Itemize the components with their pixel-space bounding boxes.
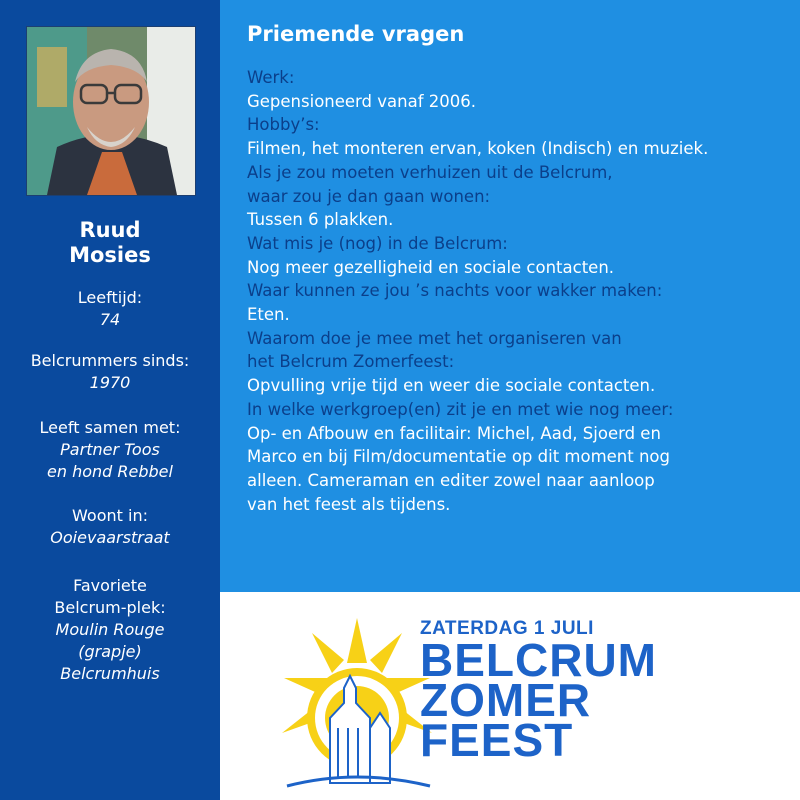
answer-line: Eten.	[247, 305, 290, 325]
question-line: Als je zou moeten verhuizen uit de Belcrum,	[247, 162, 613, 182]
age-value: 74	[99, 310, 121, 329]
logo-line2: ZOMER	[420, 674, 592, 726]
sun-church-logo-icon	[282, 618, 432, 788]
questions-heading: Priemende vragen	[247, 22, 465, 46]
lives-with-label: Leeft samen met:	[39, 418, 181, 437]
name-first: Ruud	[79, 218, 141, 242]
question-line: Werk:	[247, 68, 295, 87]
fav-value-line1: Moulin Rouge	[55, 620, 165, 639]
logo-date: ZATERDAG 1 JULI	[420, 618, 594, 639]
question-line: In welke werkgroep(en) zit je en met wie nog meer:	[247, 399, 674, 419]
street-value: Ooievaarstraat	[50, 528, 170, 547]
question-line: Wat mis je (nog) in de Belcrum:	[247, 233, 508, 253]
age-field	[0, 287, 220, 331]
street-label: Woont in:	[72, 506, 148, 525]
question-line: het Belcrum Zomerfeest:	[247, 352, 455, 372]
since-value: 1970	[89, 373, 131, 392]
logo-line1: BELCRUM	[420, 634, 657, 686]
fav-label-line1: Favoriete	[73, 576, 147, 595]
logo-line3: FEEST	[420, 714, 574, 766]
lives-with-field	[0, 417, 220, 483]
event-logo-area	[220, 592, 800, 800]
answer-line: van het feest als tijdens.	[247, 494, 451, 514]
age-label: Leeftijd:	[77, 288, 143, 307]
answer-line: alleen. Cameraman en editer zowel naar aanloop	[247, 470, 655, 490]
questions-list	[247, 66, 708, 516]
lives-with-line1: Partner Toos	[60, 440, 160, 459]
question-line: Waarom doe je mee met het organiseren van	[247, 328, 622, 348]
questions-panel	[220, 0, 800, 592]
question-line: Waar kunnen ze jou ’s nachts voor wakker maken:	[247, 281, 663, 301]
fav-value-line3: Belcrumhuis	[60, 664, 160, 683]
street-field	[0, 505, 220, 549]
event-logo-text	[420, 618, 657, 766]
answer-line: Nog meer gezelligheid en sociale contacten.	[247, 257, 615, 277]
answer-line: Opvulling vrije tijd en weer die sociale contacten.	[247, 376, 656, 396]
favorite-place-field	[0, 575, 220, 685]
answer-line: Marco en bij Film/documentatie op dit moment nog	[247, 447, 670, 467]
person-photo-icon	[27, 27, 195, 195]
question-line: Hobby’s:	[247, 115, 320, 135]
since-field	[0, 350, 220, 394]
answer-line: Op- en Afbouw en facilitair: Michel, Aad, Sjoerd en	[247, 423, 661, 443]
answer-line: Tussen 6 plakken.	[247, 210, 394, 230]
profile-sidebar	[0, 0, 220, 800]
name-last: Mosies	[69, 243, 151, 267]
fav-label-line2: Belcrum-plek:	[54, 598, 166, 617]
lives-with-line2: en hond Rebbel	[47, 462, 173, 481]
answer-line: Gepensioneerd vanaf 2006.	[247, 91, 477, 111]
portrait-photo	[26, 26, 196, 196]
fav-value-line2: (grapje)	[78, 642, 142, 661]
answer-line: Filmen, het monteren ervan, koken (Indisch) en muziek.	[247, 139, 709, 159]
question-line: waar zou je dan gaan wonen:	[247, 186, 491, 206]
person-name	[0, 218, 220, 268]
since-label: Belcrummers sinds:	[30, 351, 190, 370]
